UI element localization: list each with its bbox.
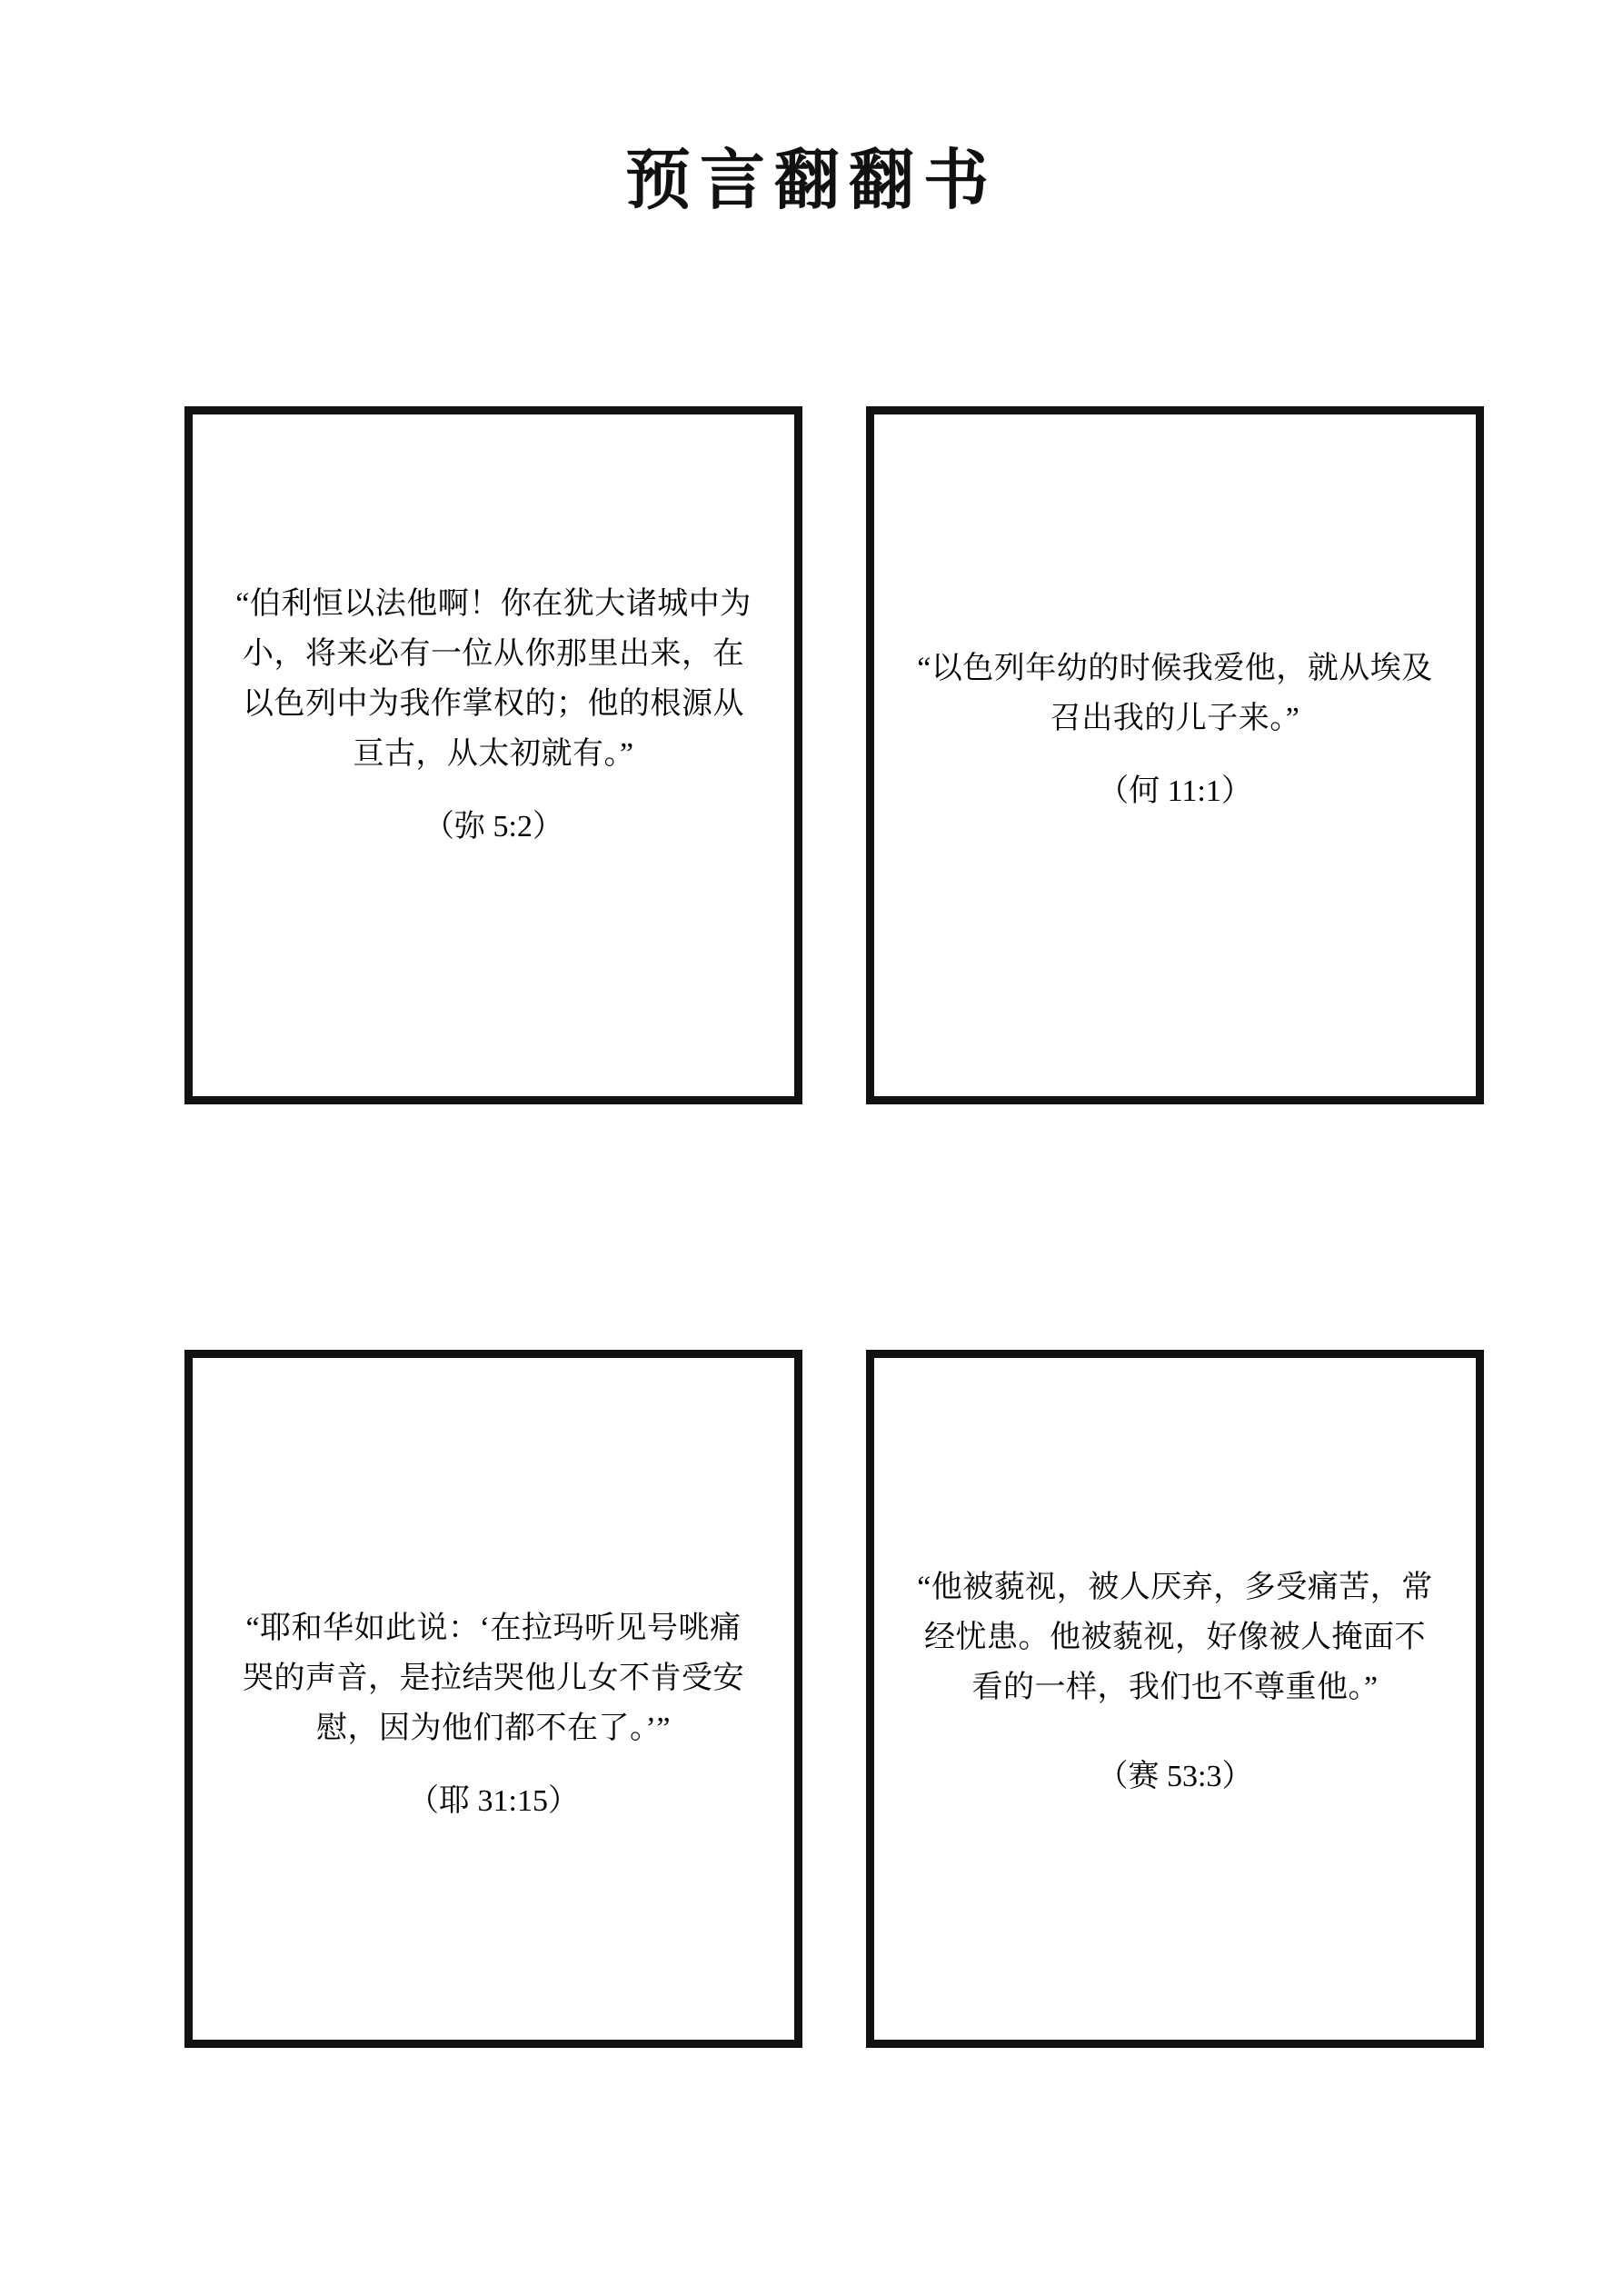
verse-card xyxy=(866,406,1484,1104)
verse-reference: （赛 53:3） xyxy=(1097,1760,1253,1794)
verse-card xyxy=(184,406,802,1104)
verse-card xyxy=(184,1350,802,2048)
verse-text: “耶和华如此说：‘在拉玛听见号咷痛哭的声音，是拉结哭他儿女不肯受安慰，因为他们都不在了。’” xyxy=(243,1612,744,1746)
verse-card-content xyxy=(234,1603,752,1827)
verse-card-grid xyxy=(184,406,1484,2048)
page-title: 预言翻翻书 xyxy=(624,141,998,218)
verse-reference: （何 11:1） xyxy=(1098,774,1252,808)
verse-text: “伯利恒以法他啊！你在犹大诸城中为小，将来必有一位从你那里出来，在以色列中为我作掌权的；他的根源从亘古，从太初就有。” xyxy=(235,586,752,771)
verse-card xyxy=(866,1350,1484,2048)
verse-card-content xyxy=(916,644,1434,817)
verse-text: “他被藐视，被人厌弃，多受痛苦，常经忧患。他被藐视，好像被人掩面不看的一样，我们也不尊重他。” xyxy=(917,1571,1433,1705)
verse-reference: （耶 31:15） xyxy=(408,1784,579,1819)
verse-card-content xyxy=(916,1562,1434,1802)
verse-reference: （弥 5:2） xyxy=(423,809,563,844)
verse-card-content xyxy=(234,579,752,853)
verse-text: “以色列年幼的时候我爱他，就从埃及召出我的儿子来。” xyxy=(917,651,1433,735)
